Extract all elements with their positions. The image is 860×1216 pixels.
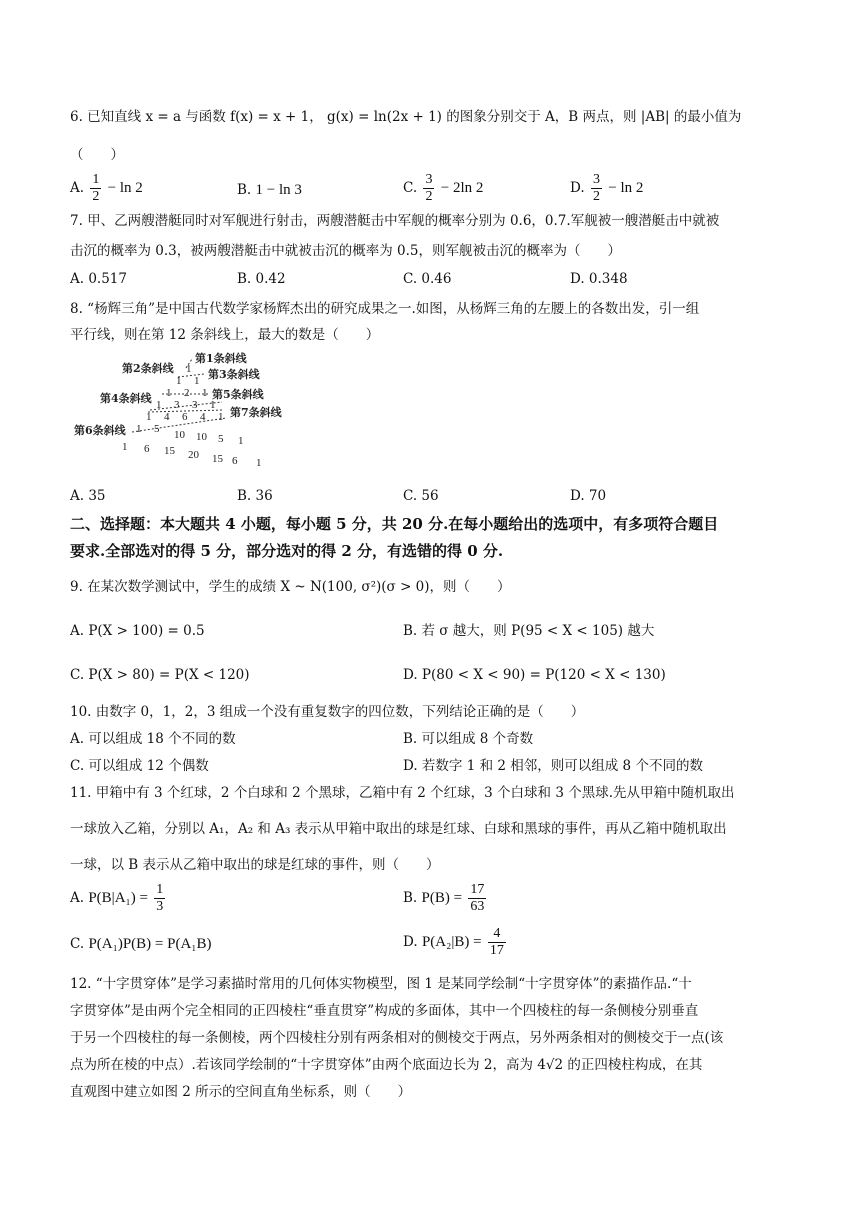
q12-line-2: 字贯穿体”是由两个完全相同的正四棱柱“垂直贯穿”构成的多面体，其中一个四棱柱的每一条侧棱分别垂直 [70,1003,699,1019]
q11-line-2: 一球放入乙箱，分别以 A₁，A₂ 和 A₃ 表示从甲箱中取出的球是红球、白球和黑球的事件，再从乙箱中随机取出 [70,821,727,837]
svg-text:1: 1 [218,411,224,423]
svg-text:3: 3 [192,399,198,411]
section-2-heading-line-2: 要求.全部选对的得 5 分，部分选对的得 2 分，有选错的得 0 分. [70,542,504,560]
q8-line-1: 8. “杨辉三角”是中国古代数学家杨辉杰出的研究成果之一.如图，从杨辉三角的左腰上的各数出发，引一组 [70,301,700,317]
q6-option-a: A. $\frac{1}{2}$ − ln 2 [70,172,143,204]
q12-line-4: 点为所在棱的中点）.若该同学绘制的“十字贯穿体”由两个底面边长为 2，高为 4√2 的正四棱柱构成，在其 [70,1057,703,1073]
svg-text:1: 1 [176,375,182,387]
svg-text:15: 15 [164,445,175,457]
svg-text:10: 10 [174,429,185,441]
svg-text:1: 1 [186,363,192,375]
figure-label-4: 第4条斜线 [100,392,152,405]
yanghui-triangle-figure [70,350,285,480]
svg-text:1: 1 [166,387,172,399]
q7-option-b: B. 0.42 [237,271,286,287]
q11-option-c: C. P(A₁)P(B) = P(A₁B) [70,936,212,952]
figure-label-1: 第1条斜线 [195,352,247,365]
q6-paren: （ ） [70,147,124,163]
svg-text:1: 1 [122,441,128,453]
svg-text:3: 3 [174,399,180,411]
svg-text:1: 1 [238,435,244,447]
q7-option-a: A. 0.517 [70,271,127,287]
q6-option-d: D. $\frac{3}{2}$ − ln 2 [570,172,644,204]
q7-line-1: 7. 甲、乙两艘潜艇同时对军舰进行射击，两艘潜艇击中军舰的概率分别为 0.6，0.7.军舰被一艘潜艇击中就被 [70,213,720,229]
fraction: $\frac{3}{2}$ [425,172,433,204]
q7-option-c: C. 0.46 [403,271,452,287]
svg-text:10: 10 [196,431,207,443]
q7-line-2: 击沉的概率为 0.3，被两艘潜艇击中就被击沉的概率为 0.5，则军舰被击沉的概率为（ ） [70,243,622,259]
svg-text:4: 4 [200,411,206,423]
q10-option-b: B. 可以组成 8 个奇数 [403,731,534,747]
fraction: $\frac{1}{3}$ [156,882,164,914]
svg-text:6: 6 [232,455,238,467]
fraction: $\frac{17}{63}$ [470,882,485,914]
figure-label-7: 第7条斜线 [230,406,282,419]
svg-text:1: 1 [210,399,216,411]
svg-text:4: 4 [164,411,170,423]
q12-line-1: 12. “十字贯穿体”是学习素描时常用的几何体实物模型，图 1 是某同学绘制“十字贯穿体”的素描作品.“十 [70,976,692,992]
figure-label-3: 第3条斜线 [208,368,260,381]
section-2-heading-line-1: 二、选择题：本大题共 4 小题，每小题 5 分，共 20 分.在每小题给出的选项中，有多项符合题目 [70,515,719,533]
q6-option-b: B. 1 − ln 3 [237,182,302,198]
svg-text:5: 5 [154,423,160,435]
q9-option-a: A. P(X > 100) = 0.5 [70,623,205,639]
q8-option-b: B. 36 [237,488,273,504]
svg-text:1: 1 [136,423,142,435]
q8-line-2: 平行线，则在第 12 条斜线上，最大的数是（ ） [70,327,380,343]
svg-text:6: 6 [144,443,150,455]
svg-text:1: 1 [146,411,152,423]
q12-line-5: 直观图中建立如图 2 所示的空间直角坐标系，则（ ） [70,1084,412,1100]
figure-label-5: 第5条斜线 [212,388,264,401]
q9-option-b: B. 若 σ 越大，则 P(95 < X < 105) 越大 [403,623,655,639]
fraction: $\frac{3}{2}$ [592,172,600,204]
q9-option-d: D. P(80 < X < 90) = P(120 < X < 130) [403,667,666,683]
svg-text:1: 1 [194,375,200,387]
fraction: $\frac{4}{17}$ [489,926,504,958]
q8-option-d: D. 70 [570,488,607,504]
svg-text:1: 1 [156,399,162,411]
q10-option-c: C. 可以组成 12 个偶数 [70,758,209,774]
q9-option-c: C. P(X > 80) = P(X < 120) [70,667,250,683]
fraction: $\frac{1}{2}$ [92,172,100,204]
q6-stem: 6. 已知直线 x = a 与函数 f(x) = x + 1， g(x) = ln(2x + 1) 的图象分别交于 A，B 两点，则 |AB| 的最小值为 [70,109,742,125]
svg-text:1: 1 [256,457,262,469]
q10-option-d: D. 若数字 1 和 2 相邻，则可以组成 8 个不同的数 [403,758,703,774]
q11-line-1: 11. 甲箱中有 3 个红球，2 个白球和 2 个黑球，乙箱中有 2 个红球，3 个白球和 3 个黑球.先从甲箱中随机取出 [70,785,735,801]
q10-stem: 10. 由数字 0，1，2，3 组成一个没有重复数字的四位数，下列结论正确的是（ ） [70,704,585,720]
q9-stem: 9. 在某次数学测试中，学生的成绩 X ~ N(100, σ²)(σ > 0)，则（ ） [70,579,511,595]
q10-option-a: A. 可以组成 18 个不同的数 [70,731,236,747]
svg-text:5: 5 [218,433,224,445]
figure-label-6: 第6条斜线 [74,424,126,437]
svg-text:6: 6 [182,411,188,423]
q7-option-d: D. 0.348 [570,271,628,287]
figure-label-2: 第2条斜线 [122,362,174,375]
q6-option-c: C. $\frac{3}{2}$ − 2ln 2 [403,172,484,204]
svg-text:2: 2 [184,387,190,399]
q11-option-d: D. P(A₂|B) = $\frac{4}{17}$ [403,926,504,958]
q11-line-3: 一球，以 B 表示从乙箱中取出的球是红球的事件，则（ ） [70,857,440,873]
q11-option-a: A. P(B|A₁) = $\frac{1}{3}$ [70,882,164,914]
q8-option-c: C. 56 [403,488,439,504]
q12-line-3: 于另一个四棱柱的每一条侧棱，两个四棱柱分别有两条相对的侧棱交于两点，另外两条相对的侧棱交于一点(该 [70,1030,724,1046]
svg-text:1: 1 [202,387,208,399]
q11-option-b: B. P(B) = $\frac{17}{63}$ [403,882,485,914]
svg-text:15: 15 [212,453,223,465]
q8-option-a: A. 35 [70,488,106,504]
svg-text:20: 20 [188,449,199,461]
